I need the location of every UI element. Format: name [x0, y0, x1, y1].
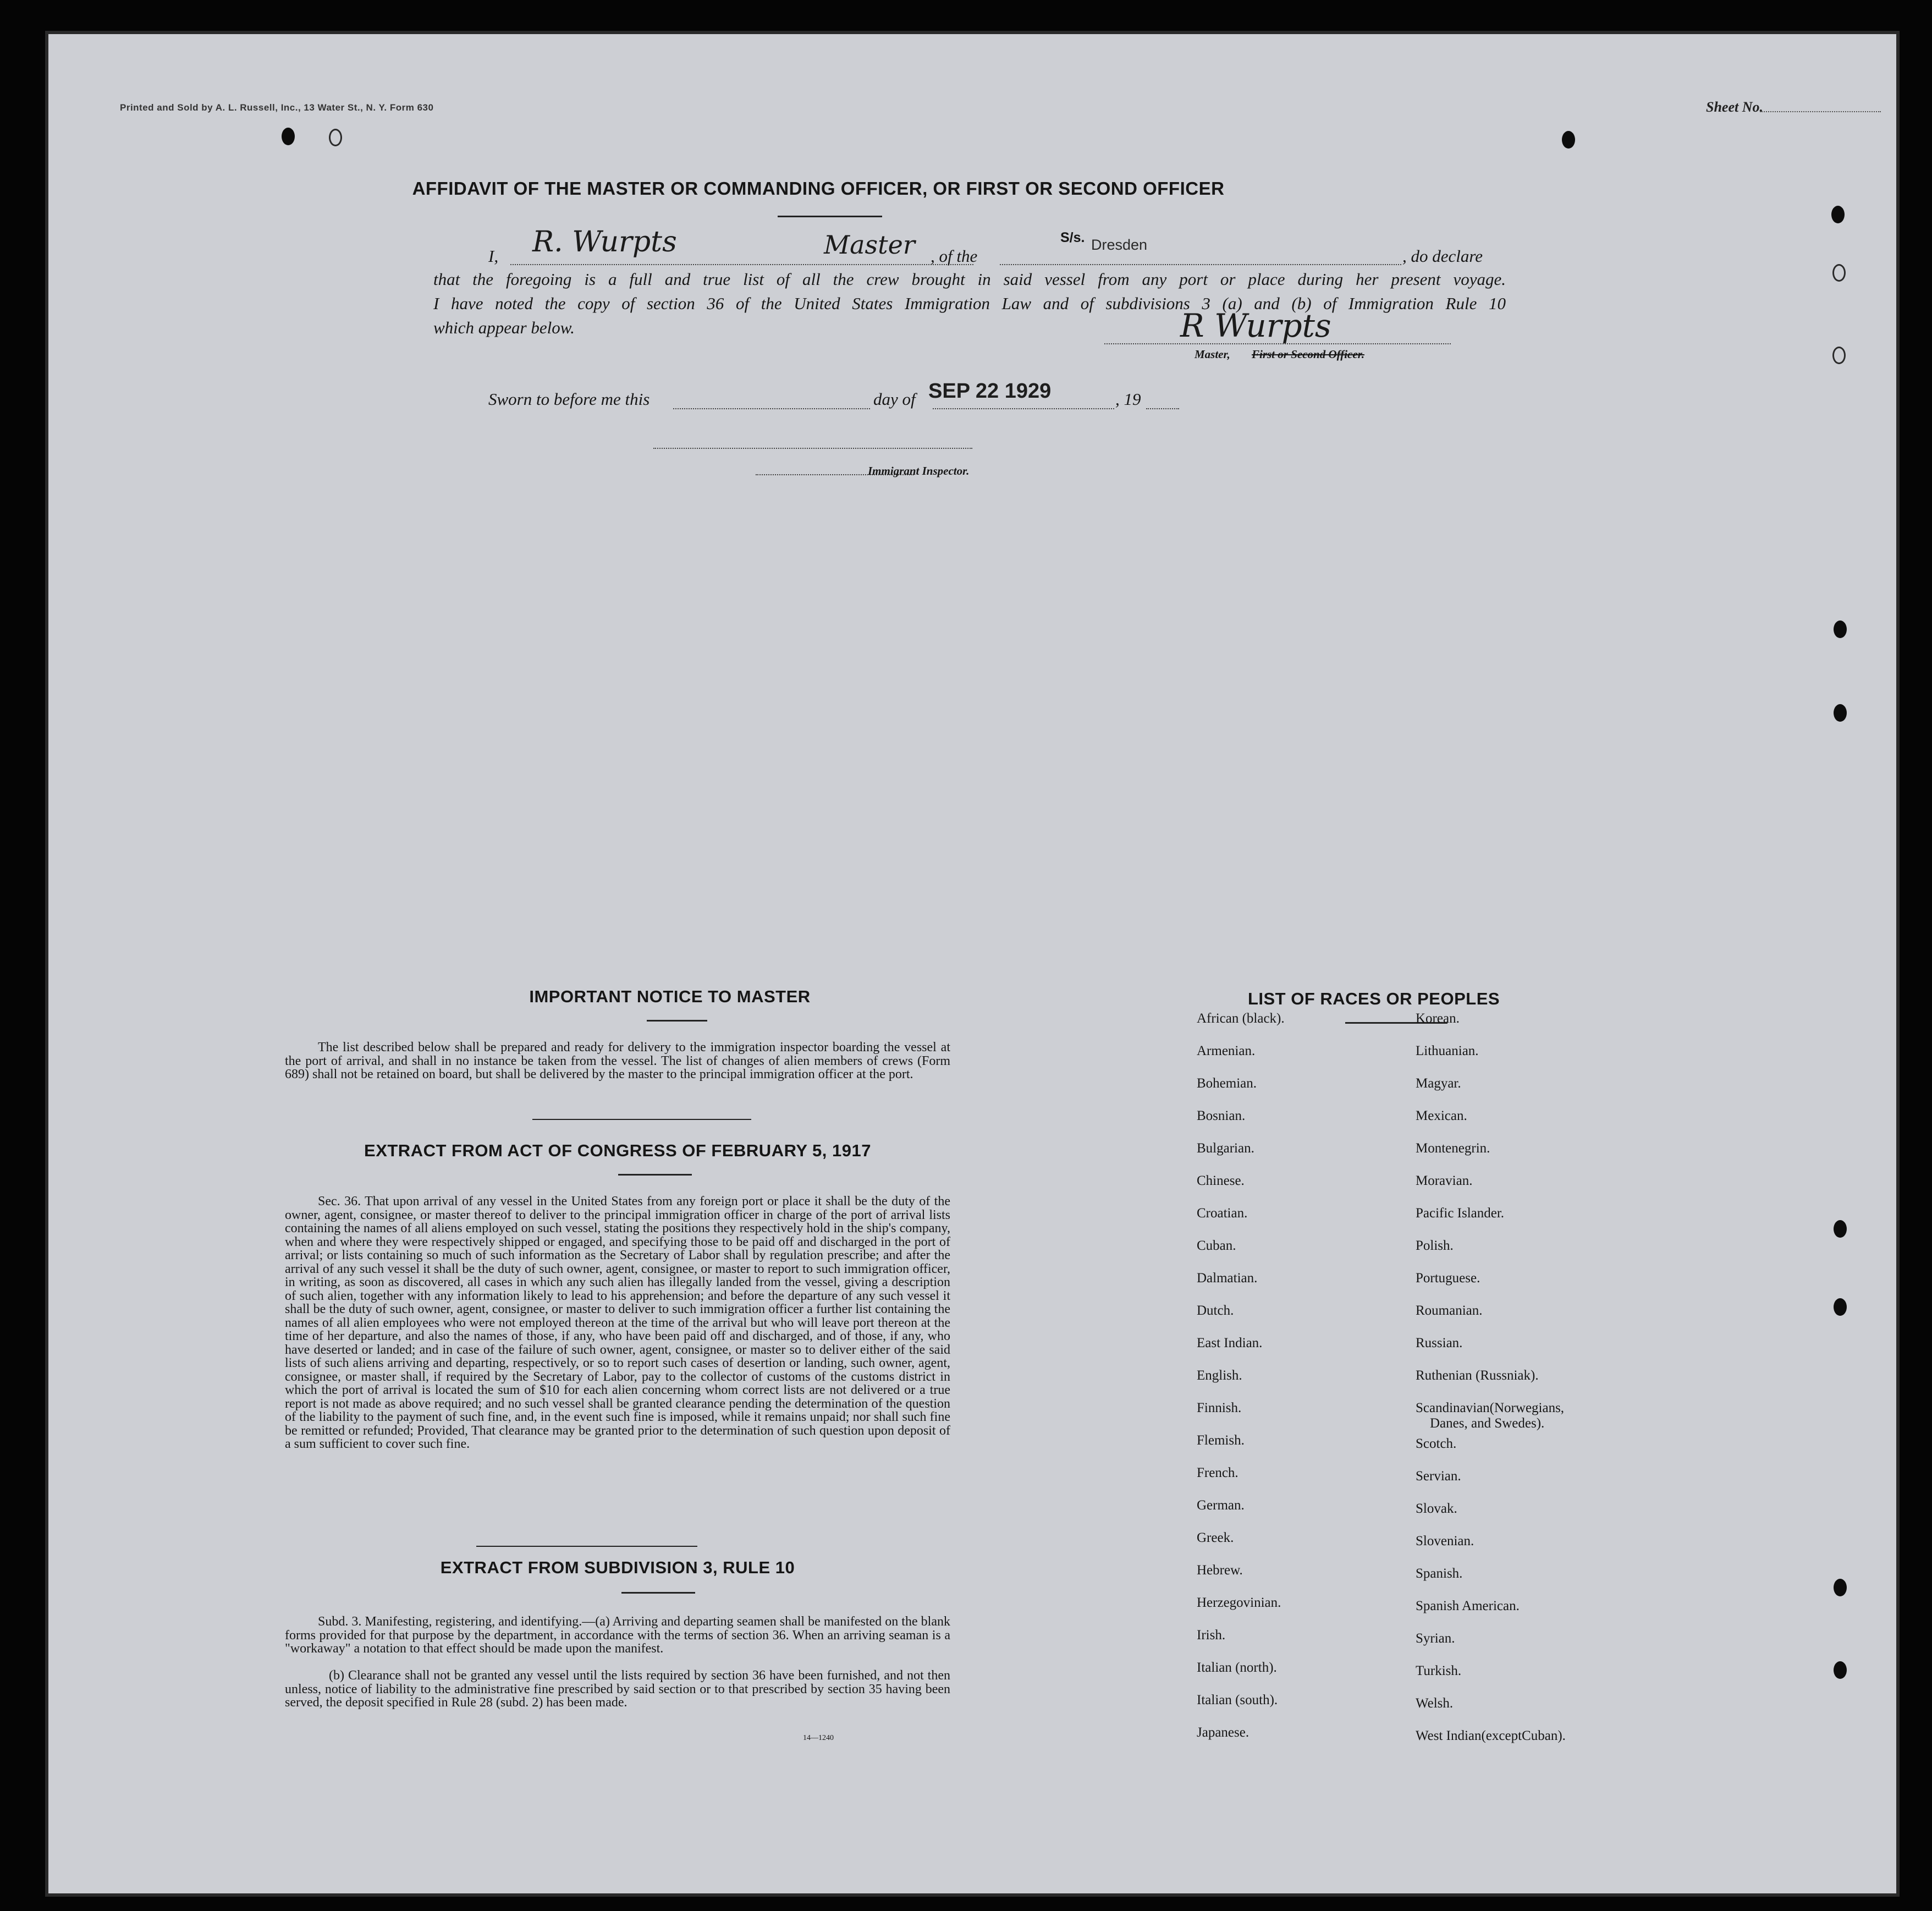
- act-extract-text: Sec. 36. That upon arrival of any vessel in the United States from any foreign port or place it shall be the duty of the owner, agent, consignee, or master thereof to deliver to the principal immigration officer in charge of the port of arrival lists containing the names of all aliens employed on such vessel, stating the positions they respectively hold in the ship's company, when and where they were respectively shipped or engaged, and specifying those to be paid off and discharged in the port of arrival; or lists containing so much of such information as the Secretary of Labor shall by regulation prescribe; and after the arrival of any such vessel it shall be the duty of such owner, agent, consignee, or master to report to such immigration officer, in writing, as soon as discovered, all cases in which any such alien has illegally landed from the vessel, giving a description of such alien, together with any information likely to lead to his apprehension; and before the departure of any such vessel it shall be the duty of such owner, agent, consignee, or master to deliver to such immigration officer a further list containing the names of all alien employees who were not employed thereon at the time of the arrival but who will leave port thereon at the time of her departure, and also the names of those, if any, who have been paid off and discharged, and of those, if any, who have deserted or landed; and in case of the failure of such owner, agent, consignee, or master so to deliver either of the said lists of such aliens arriving and departing, respectively, or so to report such cases of desertion or landing, such owner, agent, consignee, or master shall, if required by the Secretary of Labor, pay to the collector of customs of the customs district in which the port of arrival is located the sum of $10 for each alien concerning whom correct lists are not delivered or a true report is not made as above required; and no such vessel shall be granted clearance pending the determination of the question of the liability to the payment of such fine, and, in the event such fine is imposed, while it remains unpaid; nor shall such fine be remitted or refunded; Provided, That clearance may be granted prior to the determination of such question upon deposit of a sum sufficient to cover such fine.: [285, 1194, 950, 1451]
- binder-hole: [1831, 206, 1845, 223]
- binder-hole: [1832, 347, 1846, 364]
- date-stamp: SEP 22 1929: [928, 380, 1052, 403]
- sheet-no-field: [1760, 111, 1881, 112]
- printer-line: Printed and Sold by A. L. Russell, Inc., 13 Water St., N. Y. Form 630: [120, 102, 434, 113]
- race-item: Roumanian.: [1416, 1303, 1483, 1318]
- race-item: East Indian.: [1197, 1336, 1263, 1350]
- act-extract-title: EXTRACT FROM ACT OF CONGRESS OF FEBRUARY 5, 1917: [364, 1141, 871, 1160]
- binder-hole: [1834, 1661, 1847, 1679]
- notice-separator: [532, 1119, 751, 1120]
- declaration-line-4: which appear below.: [433, 318, 575, 337]
- race-item: Ruthenian (Russniak).: [1416, 1368, 1539, 1383]
- document-sheet: [48, 34, 1896, 1893]
- vessel-prefix: S/s.: [1060, 230, 1085, 245]
- notice-title: IMPORTANT NOTICE TO MASTER: [529, 987, 811, 1006]
- race-item: Cuban.: [1197, 1238, 1236, 1253]
- binder-hole: [329, 129, 342, 146]
- race-item: Portuguese.: [1416, 1271, 1480, 1286]
- rule-extract-text-b: (b) Clearance shall not be granted any vessel until the lists required by section 36 have been furnished, and not then unless, notice of liability to the administrative fine prescribed by said section or to that prescribed by section 35 having been served, the deposit specified in Rule 28 (subd. 2) has been made.: [285, 1668, 950, 1710]
- race-item: Italian (north).: [1197, 1660, 1277, 1675]
- binder-hole: [1834, 620, 1847, 638]
- year-field: [1146, 408, 1179, 409]
- race-item: Japanese.: [1197, 1725, 1250, 1740]
- race-item: West Indian(exceptCuban).: [1416, 1728, 1566, 1743]
- rank-handwritten: Master: [824, 230, 915, 260]
- race-item: Hebrew.: [1197, 1563, 1243, 1578]
- race-item: German.: [1197, 1498, 1245, 1513]
- race-item: Welsh.: [1416, 1696, 1454, 1711]
- race-item: Chinese.: [1197, 1173, 1245, 1188]
- race-item: Greek.: [1197, 1530, 1234, 1545]
- race-item: Armenian.: [1197, 1044, 1256, 1058]
- race-item: Russian.: [1416, 1336, 1463, 1350]
- race-item: Irish.: [1197, 1628, 1226, 1643]
- master-signature: R Wurpts: [1180, 307, 1331, 344]
- race-item: Danes, and Swedes).: [1430, 1416, 1545, 1431]
- notice-rule: [647, 1020, 707, 1022]
- race-item: Magyar.: [1416, 1076, 1461, 1091]
- race-item: Moravian.: [1416, 1173, 1473, 1188]
- race-item: Scandinavian(Norwegians,: [1416, 1401, 1565, 1415]
- race-item: Spanish American.: [1416, 1599, 1520, 1613]
- race-item: Croatian.: [1197, 1206, 1248, 1221]
- race-item: Italian (south).: [1197, 1693, 1278, 1707]
- sworn-label: Sworn to before me this: [488, 389, 650, 409]
- race-item: Finnish.: [1197, 1401, 1242, 1415]
- vessel-field: [1000, 264, 1401, 265]
- rule-title-rule: [621, 1592, 695, 1594]
- race-item: Spanish.: [1416, 1566, 1463, 1581]
- race-item: Mexican.: [1416, 1108, 1467, 1123]
- race-item: Bohemian.: [1197, 1076, 1257, 1091]
- binder-hole: [1834, 1579, 1847, 1596]
- signature-role-struck: First or Second Officer.: [1252, 348, 1364, 361]
- race-item: Montenegrin.: [1416, 1141, 1490, 1156]
- vessel-name: Dresden: [1091, 237, 1148, 253]
- act-separator: [476, 1546, 697, 1547]
- of-the-label: , of the: [931, 246, 978, 266]
- race-item: Servian.: [1416, 1469, 1461, 1484]
- name-field: [510, 264, 973, 265]
- inspector-signature-line: [653, 448, 972, 449]
- binder-hole: [1562, 131, 1575, 149]
- race-item: Slovenian.: [1416, 1534, 1474, 1548]
- declaration-line-2: that the foregoing is a full and true list of all the crew brought in said vessel from any port or place during her present voyage.: [433, 270, 1506, 289]
- sworn-day-field: [673, 408, 870, 409]
- race-item: Turkish.: [1416, 1663, 1462, 1678]
- sheet-no-label: Sheet No.: [1706, 99, 1763, 115]
- rule-extract-title: EXTRACT FROM SUBDIVISION 3, RULE 10: [440, 1558, 795, 1577]
- binder-hole: [1834, 1220, 1847, 1238]
- race-item: Polish.: [1416, 1238, 1454, 1253]
- race-item: Dalmatian.: [1197, 1271, 1258, 1286]
- race-item: Flemish.: [1197, 1433, 1245, 1448]
- notice-text: The list described below shall be prepared and ready for delivery to the immigration inspector boarding the vessel at the port of arrival, and shall in no instance be taken from the vessel. The list of changes of alien members of crews (Form 689) shall not be retained on board, but shall be delivered by the master to the principal immigration officer at the port.: [285, 1040, 950, 1081]
- do-declare-label: , do declare: [1402, 246, 1483, 266]
- races-title: LIST OF RACES OR PEOPLES: [1247, 989, 1500, 1008]
- race-item: Dutch.: [1197, 1303, 1234, 1318]
- binder-hole: [282, 128, 295, 145]
- binder-hole: [1834, 704, 1847, 722]
- sworn-month-field: [933, 408, 1114, 409]
- binder-hole: [1834, 1298, 1847, 1316]
- act-rule: [618, 1174, 692, 1176]
- rule-extract-text-a: Subd. 3. Manifesting, registering, and identifying.—(a) Arriving and departing seamen shall be manifested on the blank forms provided for that purpose by the department, in accordance with the terms of section 36. When an arriving seaman is a "workaway" a notation to that effect should be made upon the manifest.: [285, 1615, 950, 1656]
- race-item: African (black).: [1197, 1011, 1285, 1026]
- race-item: Bosnian.: [1197, 1108, 1246, 1123]
- race-item: Pacific Islander.: [1416, 1206, 1505, 1221]
- race-item: English.: [1197, 1368, 1242, 1383]
- race-item: Bulgarian.: [1197, 1141, 1254, 1156]
- master-name-handwritten: R. Wurpts: [532, 226, 677, 259]
- title-rule: [778, 216, 882, 217]
- race-item: Lithuanian.: [1416, 1044, 1479, 1058]
- race-item: Syrian.: [1416, 1631, 1455, 1646]
- race-item: French.: [1197, 1465, 1239, 1480]
- binder-hole: [1832, 264, 1846, 282]
- race-item: Slovak.: [1416, 1501, 1457, 1516]
- declaration-line-3: I have noted the copy of section 36 of the United States Immigration Law and of subdivisions 3 (a) and (b) of Immigration Rule 10: [433, 294, 1506, 313]
- race-item: Herzegovinian.: [1197, 1595, 1281, 1610]
- signature-role-master: Master,: [1195, 348, 1230, 361]
- affidavit-title: AFFIDAVIT OF THE MASTER OR COMMANDING OFFICER, OR FIRST OR SECOND OFFICER: [412, 178, 1225, 199]
- race-item: Korean.: [1416, 1011, 1460, 1026]
- i-label: I,: [488, 246, 499, 266]
- race-item: Scotch.: [1416, 1436, 1457, 1451]
- year-label: , 19: [1115, 389, 1141, 409]
- day-of-label: day of: [873, 389, 916, 409]
- inspector-label: Immigrant Inspector.: [868, 464, 970, 477]
- form-code: 14—1240: [803, 1734, 834, 1742]
